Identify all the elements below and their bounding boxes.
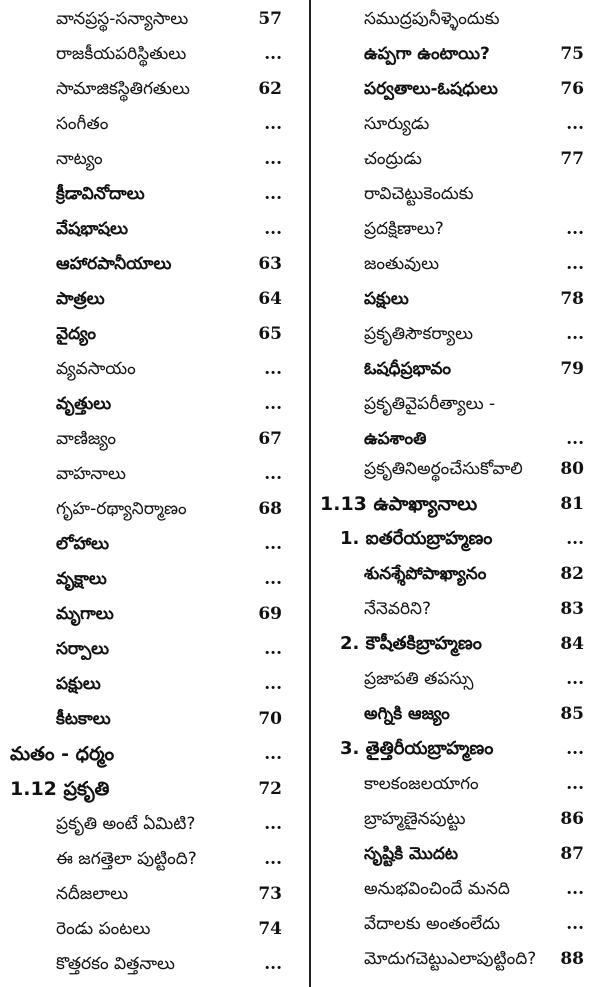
entry-page: ... bbox=[264, 114, 282, 134]
index-entry bbox=[364, 177, 600, 211]
entry-page: 69 bbox=[258, 604, 282, 624]
entry-page: ... bbox=[264, 814, 282, 834]
index-entry bbox=[56, 492, 300, 526]
entry-page: ... bbox=[566, 739, 584, 759]
index-entry bbox=[364, 317, 600, 351]
entry-title: సామాజికస్థితిగతులు bbox=[56, 79, 190, 99]
index-entry bbox=[56, 562, 300, 596]
index-entry bbox=[364, 212, 600, 246]
entry-title: పాత్రలు bbox=[56, 289, 105, 309]
index-entry bbox=[56, 282, 300, 316]
entry-page: ... bbox=[264, 674, 282, 694]
entry-title: కొత్తరకం విత్తనాలు bbox=[56, 954, 175, 974]
entry-title: ప్రజాపతి తపస్సు bbox=[364, 669, 474, 689]
entry-title: మృగాలు bbox=[56, 604, 114, 624]
index-entry bbox=[364, 2, 600, 36]
entry-page: ... bbox=[264, 954, 282, 974]
entry-title: ప్రకృతి అంటే ఏమిటి? bbox=[56, 814, 196, 834]
index-entry bbox=[364, 142, 600, 176]
entry-page: ... bbox=[566, 914, 584, 934]
entry-page: 57 bbox=[258, 9, 282, 29]
entry-page: ... bbox=[264, 359, 282, 379]
index-entry bbox=[364, 107, 600, 141]
index-entry bbox=[364, 352, 600, 386]
entry-page: 81 bbox=[560, 494, 584, 514]
entry-page: 75 bbox=[560, 44, 584, 64]
index-entry bbox=[56, 212, 300, 246]
entry-title: రావిచెట్టుకెందుకు bbox=[364, 184, 474, 204]
entry-page: 73 bbox=[258, 884, 282, 904]
entry-page: 72 bbox=[258, 779, 282, 799]
index-entry bbox=[364, 282, 600, 316]
index-entry bbox=[364, 72, 600, 106]
index-entry bbox=[56, 352, 300, 386]
entry-title: ప్రకృతినిఅర్థంచేసుకోవాలి bbox=[364, 459, 523, 479]
entry-title: క్రీడావినోదాలు bbox=[56, 184, 145, 204]
entry-title: ఈ జగత్తెలా పుట్టింది? bbox=[56, 849, 197, 869]
entry-title: పక్షులు bbox=[364, 289, 409, 309]
entry-page: 76 bbox=[560, 79, 584, 99]
index-entry bbox=[56, 912, 300, 946]
entry-page: 70 bbox=[258, 709, 282, 729]
entry-title: ఉపశాంతి bbox=[364, 429, 427, 449]
entry-title: పక్షులు bbox=[56, 674, 101, 694]
entry-page: 77 bbox=[560, 149, 584, 169]
index-entry bbox=[364, 247, 600, 281]
entry-page: ... bbox=[264, 394, 282, 414]
entry-page: 87 bbox=[560, 844, 584, 864]
index-entry bbox=[364, 592, 600, 626]
index-entry bbox=[364, 837, 600, 871]
entry-page: ... bbox=[264, 534, 282, 554]
entry-title: కాలకంజలయాగం bbox=[364, 774, 479, 794]
entry-page: ... bbox=[566, 324, 584, 344]
entry-page: ... bbox=[566, 669, 584, 689]
entry-title: రాజకీయపరిస్థితులు bbox=[56, 44, 187, 64]
entry-page: 86 bbox=[560, 809, 584, 829]
index-entry bbox=[364, 422, 600, 456]
index-entry bbox=[364, 767, 600, 801]
entry-page: ... bbox=[566, 774, 584, 794]
entry-title: సూర్యుడు bbox=[364, 114, 430, 134]
index-entry bbox=[364, 557, 600, 591]
entry-title: 1. ఐతరేయబ్రాహ్మణం bbox=[340, 528, 493, 549]
entry-title: మోదుగచెట్టుఎలాపుట్టింది? bbox=[364, 949, 537, 969]
index-entry bbox=[56, 37, 300, 71]
entry-page: ... bbox=[566, 429, 584, 449]
index-entry bbox=[56, 2, 300, 36]
entry-title: సృష్టికి మొదట bbox=[364, 844, 458, 864]
entry-page: 63 bbox=[258, 254, 282, 274]
index-entry bbox=[56, 317, 300, 351]
entry-page: 68 bbox=[258, 499, 282, 519]
entry-title: లోహాలు bbox=[56, 534, 109, 554]
entry-page: ... bbox=[264, 849, 282, 869]
subsection-heading bbox=[340, 627, 600, 661]
index-entry bbox=[364, 452, 600, 486]
index-entry bbox=[364, 662, 600, 696]
entry-page: ... bbox=[566, 254, 584, 274]
entry-title: శునశ్శేపోపాఖ్యానం bbox=[364, 564, 487, 584]
entry-title: అనుభవించిందే మనది bbox=[364, 879, 510, 899]
section-heading bbox=[10, 772, 300, 806]
entry-page: 84 bbox=[560, 634, 584, 654]
entry-page: 65 bbox=[258, 324, 282, 344]
entry-title: నదీజలాలు bbox=[56, 884, 129, 904]
index-entry bbox=[56, 527, 300, 561]
index-entry bbox=[56, 72, 300, 106]
entry-title: ఉప్పగా ఉంటాయి? bbox=[364, 44, 490, 64]
entry-page: ... bbox=[264, 569, 282, 589]
entry-page: 83 bbox=[560, 599, 584, 619]
entry-title: వ్యవసాయం bbox=[56, 359, 136, 379]
entry-page: ... bbox=[566, 879, 584, 899]
entry-title: వేదాలకు అంతంలేదు bbox=[364, 914, 500, 934]
entry-page: 78 bbox=[560, 289, 584, 309]
entry-title: సర్పాలు bbox=[56, 639, 110, 659]
entry-page: ... bbox=[264, 744, 282, 764]
entry-page: ... bbox=[566, 529, 584, 549]
entry-title: వానప్రస్థ-సన్యాసాలు bbox=[56, 9, 189, 29]
index-entry bbox=[56, 947, 300, 981]
entry-page: ... bbox=[264, 149, 282, 169]
index-entry bbox=[56, 107, 300, 141]
entry-title: వాహనాలు bbox=[56, 464, 126, 484]
entry-title: మతం - ధర్మం bbox=[10, 743, 115, 765]
subsection-heading bbox=[340, 732, 600, 766]
entry-page: ... bbox=[264, 219, 282, 239]
entry-page: ... bbox=[566, 114, 584, 134]
entry-title: ఆహారపానీయాలు bbox=[56, 254, 172, 274]
entry-title: బ్రాహ్మణైనపుట్టు bbox=[364, 809, 466, 829]
entry-page: ... bbox=[566, 219, 584, 239]
index-entry bbox=[56, 632, 300, 666]
entry-title: చంద్రుడు bbox=[364, 149, 422, 169]
index-entry bbox=[56, 142, 300, 176]
index-entry bbox=[364, 387, 600, 421]
entry-page: 88 bbox=[560, 949, 584, 969]
section-heading bbox=[10, 737, 300, 771]
entry-title: కీటకాలు bbox=[56, 709, 111, 729]
index-entry bbox=[56, 702, 300, 736]
index-entry bbox=[364, 697, 600, 731]
entry-title: ప్రదక్షిణాలు? bbox=[364, 219, 444, 239]
entry-title: 3. తైత్తిరీయబ్రాహ్మణం bbox=[340, 738, 494, 759]
entry-title: ఓషధీప్రభావం bbox=[364, 359, 452, 379]
entry-title: ప్రకృతిసౌకర్యాలు bbox=[364, 324, 474, 344]
index-entry bbox=[364, 907, 600, 941]
entry-title: పర్వతాలు-ఓషధులు bbox=[364, 79, 498, 99]
entry-title: సంగీతం bbox=[56, 114, 109, 134]
entry-page: 79 bbox=[560, 359, 584, 379]
index-entry bbox=[364, 942, 600, 976]
entry-page: 67 bbox=[258, 429, 282, 449]
entry-page: ... bbox=[264, 464, 282, 484]
entry-title: 2. కౌషీతకిబ్రాహ్మణం bbox=[340, 633, 482, 654]
index-entry bbox=[56, 457, 300, 491]
index-entry bbox=[56, 807, 300, 841]
entry-title: ప్రకృతివైపరీత్యాలు - bbox=[364, 394, 496, 414]
entry-page: 62 bbox=[258, 79, 282, 99]
entry-title: వృక్షాలు bbox=[56, 569, 107, 589]
entry-title: వాణిజ్యం bbox=[56, 429, 117, 449]
entry-page: 80 bbox=[560, 459, 584, 479]
entry-page: ... bbox=[264, 639, 282, 659]
index-entry bbox=[56, 667, 300, 701]
entry-title: వైద్యం bbox=[56, 324, 97, 344]
entry-title: వృత్తులు bbox=[56, 394, 112, 414]
entry-title: రెండు పంటలు bbox=[56, 919, 151, 939]
entry-page: 82 bbox=[560, 564, 584, 584]
index-entry bbox=[364, 37, 600, 71]
index-entry bbox=[364, 872, 600, 906]
section-heading bbox=[320, 487, 600, 521]
entry-page: 64 bbox=[258, 289, 282, 309]
index-entry bbox=[56, 842, 300, 876]
entry-title: నాట్యం bbox=[56, 149, 103, 169]
index-entry bbox=[56, 247, 300, 281]
index-entry bbox=[56, 877, 300, 911]
entry-title: 1.13 ఉపాఖ్యానాలు bbox=[320, 493, 478, 515]
entry-title: సముద్రపునీళ్ళెందుకు bbox=[364, 9, 500, 29]
entry-title: అగ్నికి ఆజ్యం bbox=[364, 704, 450, 724]
index-entry bbox=[56, 597, 300, 631]
index-entry bbox=[56, 387, 300, 421]
index-entry bbox=[364, 802, 600, 836]
entry-title: గృహ-రథ్యానిర్మాణం bbox=[56, 499, 187, 519]
entry-page: 85 bbox=[560, 704, 584, 724]
entry-title: జంతువులు bbox=[364, 254, 440, 274]
entry-title: వేషభాషలు bbox=[56, 219, 128, 239]
column-divider bbox=[309, 0, 311, 987]
index-entry bbox=[56, 422, 300, 456]
entry-title: నేనెవరిని? bbox=[364, 599, 431, 619]
entry-page: ... bbox=[264, 184, 282, 204]
index-entry bbox=[56, 177, 300, 211]
entry-page: 74 bbox=[258, 919, 282, 939]
entry-title: 1.12 ప్రకృతి bbox=[10, 778, 110, 800]
subsection-heading bbox=[340, 522, 600, 556]
entry-page: ... bbox=[264, 44, 282, 64]
